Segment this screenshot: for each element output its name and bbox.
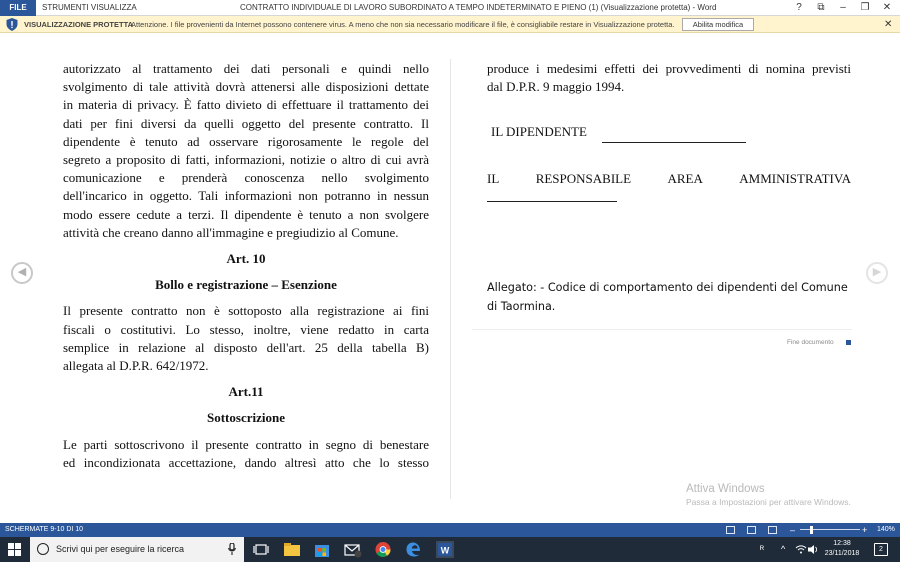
- allegato-text: Allegato: - Codice di comportamento dei dipendenti del Comune di Taormina.: [487, 281, 848, 313]
- read-mode-icon[interactable]: [726, 526, 735, 534]
- protected-view-bar: [0, 16, 900, 33]
- next-page-button[interactable]: ▶: [866, 262, 888, 284]
- responsabile-word: AREA: [667, 170, 703, 186]
- clock-time: 12:38: [833, 540, 851, 547]
- right-page: [487, 60, 851, 207]
- taskbar-search[interactable]: [30, 537, 244, 562]
- text-line: attività che creano danno all'immagine e pregiudizio al Comune.: [63, 224, 399, 240]
- text-line: semplice in relazione al disposto dell'art. 25 della tabella B): [63, 339, 429, 355]
- text-line: Il presente contratto non è sottoposto alla registrazione ai fini: [63, 303, 429, 319]
- zoom-slider-thumb[interactable]: [810, 526, 813, 534]
- print-layout-icon[interactable]: [747, 526, 756, 534]
- text-line: svolgimento di tale attività dovrà attenersi alle disposizioni dettate: [63, 79, 429, 95]
- web-layout-icon[interactable]: [768, 526, 777, 534]
- ribbon-display-button[interactable]: ⧉: [817, 2, 825, 13]
- zoom-out-button[interactable]: –: [790, 525, 796, 535]
- windows-start-icon[interactable]: [8, 543, 21, 556]
- file-tab[interactable]: FILE: [0, 0, 36, 16]
- watermark-subtitle: Passa a Impostazioni per attivare Windows.: [686, 497, 851, 507]
- store-icon[interactable]: [313, 541, 331, 558]
- text-line: segreto a proposito di fatti, informazioni, notizie o altro di cui avrà: [63, 152, 429, 168]
- task-view-icon[interactable]: [252, 541, 270, 558]
- word-icon[interactable]: [436, 541, 454, 558]
- clock-date: 23/11/2018: [824, 550, 860, 557]
- chrome-icon[interactable]: [374, 541, 392, 558]
- watermark-title: Attiva Windows: [686, 483, 765, 495]
- minimize-button[interactable]: –: [840, 2, 846, 13]
- article-subheading: Bollo e registrazione – Esenzione: [155, 277, 337, 293]
- microphone-icon[interactable]: [228, 543, 236, 555]
- close-window-button[interactable]: ✕: [882, 2, 892, 13]
- text-line: allegata al D.P.R. 642/1972.: [63, 358, 209, 374]
- protected-view-title: VISUALIZZAZIONE PROTETTA: [24, 20, 134, 29]
- dipendente-signature: [487, 123, 851, 142]
- previous-page-button[interactable]: ◀: [11, 262, 33, 284]
- end-of-document-label: Fine documento: [787, 339, 834, 346]
- document-area[interactable]: [0, 33, 900, 523]
- zoom-level[interactable]: 140%: [877, 526, 895, 533]
- responsabile-word: IL: [487, 170, 500, 186]
- text-line: comunicazione e prenderà conoscenza nello svolgimento: [63, 170, 429, 186]
- activation-watermark: [686, 483, 851, 507]
- article-heading: Art.11: [228, 384, 264, 400]
- text-line: in materia di privacy. È fatto divieto di effettuare il trattamento dei: [63, 97, 429, 113]
- zoom-in-button[interactable]: +: [862, 525, 868, 535]
- title-bar: [0, 0, 900, 16]
- text-line: dipendente è tenuto ad osservare rigorosamente le regole del: [63, 133, 429, 149]
- text-line: dell'incarico in oggetto. Tali informazioni non potranno in nessun: [63, 188, 429, 204]
- page-divider: [450, 59, 451, 499]
- file-explorer-icon[interactable]: [283, 541, 301, 558]
- screen-counter: SCHERMATE 9-10 DI 10: [5, 526, 84, 533]
- responsabile-line: [487, 170, 851, 188]
- end-divider: [472, 329, 852, 330]
- taskbar-clock[interactable]: [818, 539, 866, 559]
- enable-editing-button[interactable]: Abilita modifica: [682, 18, 754, 31]
- close-protected-bar-button[interactable]: ✕: [884, 19, 893, 30]
- shield-icon: [6, 18, 18, 31]
- zoom-slider[interactable]: [800, 529, 860, 530]
- svg-text:W: W: [440, 545, 450, 556]
- volume-icon[interactable]: [808, 544, 818, 555]
- responsabile-word: AMMINISTRATIVA: [739, 170, 851, 186]
- help-button[interactable]: ?: [796, 2, 802, 13]
- notification-center-icon[interactable]: [874, 543, 888, 556]
- protected-view-message: Attenzione. I file provenienti da Internet possono contenere virus. A meno che non sia necessario modificare il file, è consigliabile restare in Visualizzazione protetta.: [131, 20, 675, 29]
- left-page: [63, 60, 429, 472]
- text-line: ed incondizionata accettazione, dando altresì atto che lo stesso: [63, 454, 429, 470]
- article-heading: Art. 10: [226, 251, 266, 267]
- signature-line: [602, 123, 746, 142]
- text-line: dati per fini diversi da quelli oggetto del presente contratto. Il: [63, 115, 429, 131]
- people-icon[interactable]: ᴿ: [760, 544, 765, 554]
- text-line: modo essere cedute a terzi. Il dipendente è tenuto a non svolgere: [63, 206, 429, 222]
- mail-icon[interactable]: [344, 541, 362, 558]
- maximize-button[interactable]: ❐: [860, 2, 870, 13]
- signature-line: [487, 188, 617, 202]
- text-line: fiscali o costitutivi. Lo stesso, inoltre, viene redatto in carta: [63, 321, 429, 337]
- wifi-icon[interactable]: [795, 543, 807, 555]
- text-line: Le parti sottoscrivono il presente contratto in segno di benestare: [63, 436, 429, 452]
- tray-overflow-chevron[interactable]: ^: [781, 544, 786, 554]
- status-bar: [0, 523, 900, 537]
- search-placeholder: Scrivi qui per eseguire la ricerca: [56, 544, 185, 554]
- article-subheading: Sottoscrizione: [207, 410, 285, 426]
- edge-icon[interactable]: [405, 541, 423, 558]
- view-tools-tab[interactable]: STRUMENTI VISUALIZZA: [42, 3, 137, 12]
- taskbar: [0, 537, 900, 562]
- text-line: produce i medesimi effetti dei provvedimenti di nomina previsti: [487, 61, 851, 76]
- window-title: CONTRATTO INDIVIDUALE DI LAVORO SUBORDINATO A TEMPO INDETERMINATO E PIENO (1) (Visualizzazione protetta) - Word: [240, 3, 717, 12]
- text-line: dal D.P.R. 9 maggio 1994.: [487, 79, 625, 95]
- text-line: autorizzato al trattamento dei dati personali e quindi nello: [63, 61, 429, 76]
- end-marker-icon: [846, 340, 851, 345]
- dipendente-label: IL DIPENDENTE: [491, 124, 587, 140]
- notification-count: 2: [879, 546, 883, 553]
- responsabile-word: RESPONSABILE: [535, 170, 632, 186]
- cortana-icon: [37, 543, 49, 555]
